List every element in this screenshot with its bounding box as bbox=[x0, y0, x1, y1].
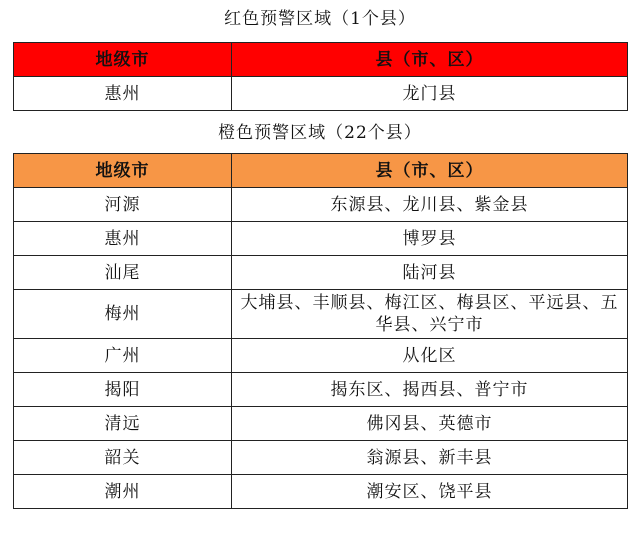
table-row bbox=[14, 339, 628, 373]
red-warning-table bbox=[13, 42, 628, 111]
cell-city: 潮州 bbox=[14, 475, 232, 509]
cell-counties: 大埔县、丰顺县、梅江区、梅县区、平远县、五华县、兴宁市 bbox=[232, 290, 628, 339]
header-prefecture-city: 地级市 bbox=[14, 43, 232, 77]
table-row bbox=[14, 188, 628, 222]
cell-city: 梅州 bbox=[14, 290, 232, 339]
table-row bbox=[14, 290, 628, 339]
cell-city: 惠州 bbox=[14, 222, 232, 256]
table-row bbox=[14, 441, 628, 475]
orange-warning-table bbox=[13, 153, 628, 509]
header-county: 县（市、区） bbox=[232, 154, 628, 188]
header-prefecture-city: 地级市 bbox=[14, 154, 232, 188]
table-row bbox=[14, 407, 628, 441]
header-county: 县（市、区） bbox=[232, 43, 628, 77]
red-warning-title: 红色预警区域（1个县） bbox=[224, 9, 416, 29]
table-row bbox=[14, 373, 628, 407]
cell-counties: 东源县、龙川县、紫金县 bbox=[232, 188, 628, 222]
table-row bbox=[14, 77, 628, 111]
cell-city: 河源 bbox=[14, 188, 232, 222]
table-row bbox=[14, 256, 628, 290]
orange-warning-title: 橙色预警区域（22个县） bbox=[218, 123, 422, 143]
cell-counties: 陆河县 bbox=[232, 256, 628, 290]
cell-counties: 佛冈县、英德市 bbox=[232, 407, 628, 441]
cell-counties: 潮安区、饶平县 bbox=[232, 475, 628, 509]
cell-city: 汕尾 bbox=[14, 256, 232, 290]
cell-counties: 揭东区、揭西县、普宁市 bbox=[232, 373, 628, 407]
cell-city: 广州 bbox=[14, 339, 232, 373]
cell-city: 韶关 bbox=[14, 441, 232, 475]
cell-counties: 从化区 bbox=[232, 339, 628, 373]
table-header-row bbox=[14, 154, 628, 188]
cell-city: 清远 bbox=[14, 407, 232, 441]
cell-counties: 博罗县 bbox=[232, 222, 628, 256]
cell-counties: 翁源县、新丰县 bbox=[232, 441, 628, 475]
table-header-row bbox=[14, 43, 628, 77]
cell-city: 惠州 bbox=[14, 77, 232, 111]
cell-city: 揭阳 bbox=[14, 373, 232, 407]
cell-counties: 龙门县 bbox=[232, 77, 628, 111]
table-row bbox=[14, 222, 628, 256]
table-row bbox=[14, 475, 628, 509]
